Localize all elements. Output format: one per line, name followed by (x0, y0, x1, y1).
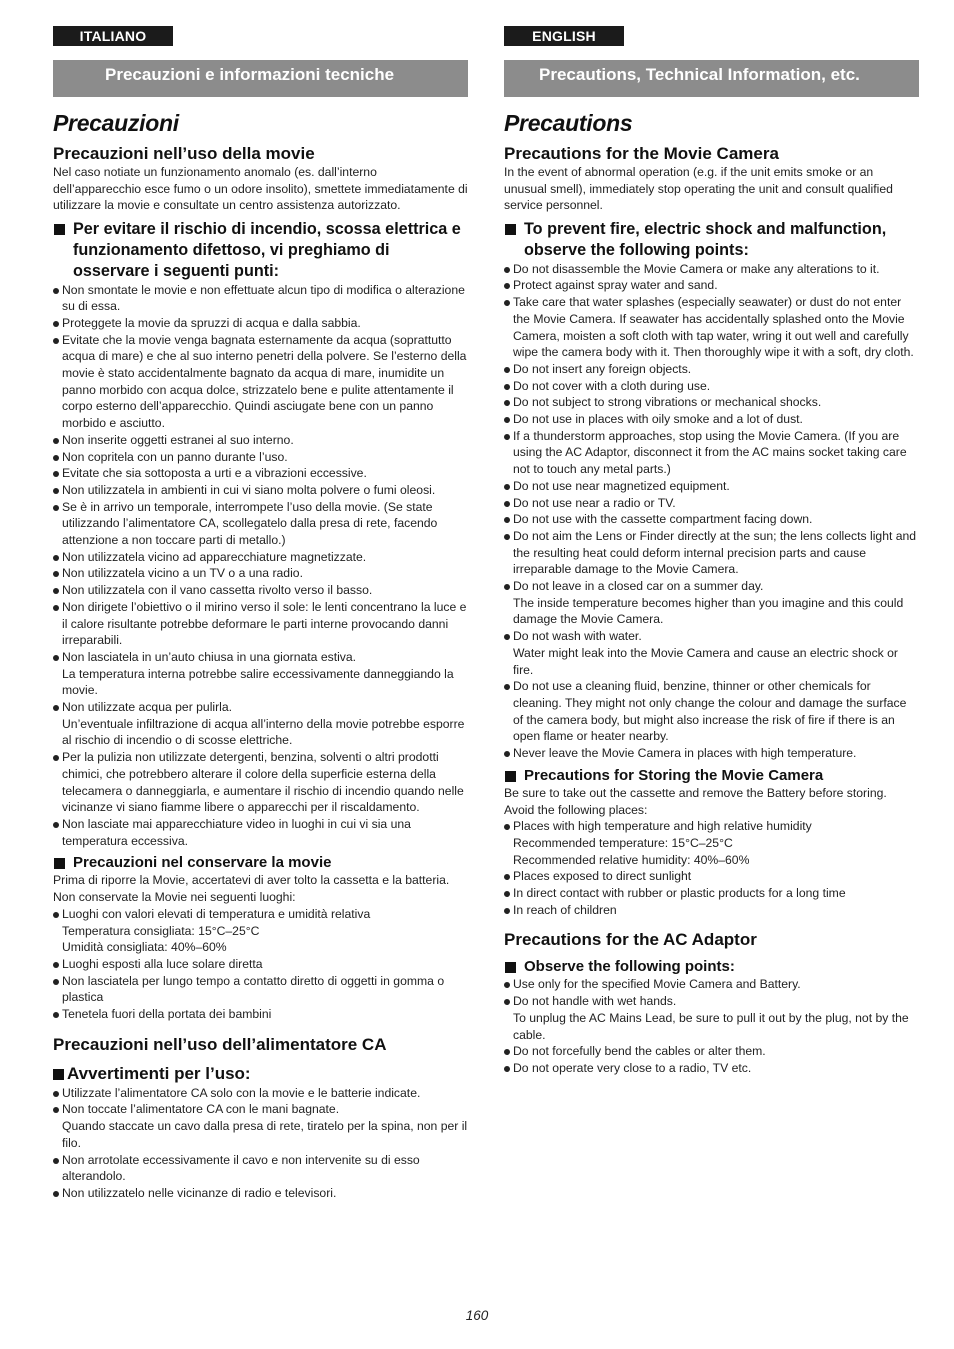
list-item: Non arrotolate eccessivamente il cavo e non intervenite su di esso alterandolo. (53, 1152, 468, 1185)
bullet-dot-icon (53, 338, 59, 344)
heading-use-precautions: Precautions for the Movie Camera (504, 144, 779, 163)
list-item: Do not handle with wet hands. To unplug the AC Mains Lead, be sure to pull it out by the plug, not by the cable. (504, 993, 919, 1043)
store-intro-text: Be sure to take out the cassette and remove the Battery before storing. (504, 785, 887, 800)
list-item: Luoghi con valori elevati di temperatura e umidità relativa Temperatura consigliata: 15°C–25°C Umidità consigliata: 40%–60% (53, 906, 468, 956)
list-item: Do not use a cleaning fluid, benzine, thinner or other chemicals for cleaning. They might not only change the colour and damage the surface of the camera body, but might also increase the risk of fire if there is an open flame or heater nearby. (504, 678, 919, 745)
bullet-dot-icon (504, 267, 510, 273)
list-item: Utilizzate l’alimentatore CA solo con la movie e le batterie indicate. (53, 1085, 468, 1102)
list-item: In direct contact with rubber or plastic products for a long time (504, 885, 919, 902)
bullet-dot-icon (53, 571, 59, 577)
bullet-dot-icon (504, 1049, 510, 1055)
list-item: In reach of children (504, 902, 919, 919)
bullet-dot-icon (53, 505, 59, 511)
bullet-dot-icon (53, 455, 59, 461)
bullet-dot-icon (53, 1012, 59, 1018)
heading-prevent-fire (53, 219, 468, 281)
bullet-dot-icon (53, 822, 59, 828)
heading-warnings: Avvertimenti per l’uso: (53, 1063, 468, 1085)
bullet-dot-icon (504, 400, 510, 406)
store-list (53, 906, 468, 1023)
language-tab-english: ENGLISH (504, 26, 624, 46)
list-item: Use only for the specified Movie Camera and Battery. (504, 976, 919, 993)
square-bullet-icon (54, 224, 65, 235)
prevent-list (504, 261, 919, 762)
bullet-dot-icon (53, 488, 59, 494)
bullet-dot-icon (504, 999, 510, 1005)
list-item: Do not insert any foreign objects. (504, 361, 919, 378)
bullet-dot-icon (504, 517, 510, 523)
ac-list (53, 1085, 468, 1202)
bullet-dot-icon (504, 634, 510, 640)
list-item: Do not subject to strong vibrations or mechanical shocks. (504, 394, 919, 411)
heading-prevent-fire-text: To prevent fire, electric shock and malfunction, observe the following points: (524, 220, 887, 259)
list-item: Se è in arrivo un temporale, interrompete l’uso della movie. (Se state utilizzando l’alimentatore CA, scollegatelo dalla presa di rete, facendo attenzione a non toccare parti di metallo.) (53, 499, 468, 549)
bullet-dot-icon (53, 962, 59, 968)
store-intro-text-2: Non conservate la Movie nei seguenti luoghi: (53, 890, 296, 905)
bullet-dot-icon (53, 1191, 59, 1197)
list-item: Non utilizzatela vicino ad apparecchiature magnetizzate. (53, 549, 468, 566)
bullet-dot-icon (504, 1066, 510, 1072)
bullet-dot-icon (504, 300, 510, 306)
bullet-dot-icon (504, 684, 510, 690)
list-item: Proteggete la movie da spruzzi di acqua e dalla sabbia. (53, 315, 468, 332)
column-english (504, 26, 919, 1077)
store-list (504, 818, 919, 918)
bullet-dot-icon (53, 588, 59, 594)
list-item: Do not use with the cassette compartment facing down. (504, 511, 919, 528)
square-bullet-icon (505, 771, 516, 782)
bullet-dot-icon (504, 824, 510, 830)
list-item-subtext: Un’eventuale infiltrazione di acqua all’interno della movie potrebbe esporre al rischio di incendio o di scosse elettriche. (62, 716, 465, 748)
bullet-dot-icon (53, 655, 59, 661)
list-item: Protect against spray water and sand. (504, 277, 919, 294)
bullet-dot-icon (53, 1091, 59, 1097)
list-item: Non utilizzatelo nelle vicinanze di radio e televisori. (53, 1185, 468, 1202)
bullet-dot-icon (504, 751, 510, 757)
bullet-dot-icon (504, 891, 510, 897)
list-item: Luoghi esposti alla luce solare diretta (53, 956, 468, 973)
section-banner: Precauzioni e informazioni tecniche (53, 60, 468, 97)
bullet-dot-icon (53, 1158, 59, 1164)
list-item: Non utilizzatela con il vano cassetta rivolto verso il basso. (53, 582, 468, 599)
list-item: Non dirigete l’obiettivo o il mirino verso il sole: le lenti concentrano la luce e il calore risultante potrebbe deformare le parti interne provocando danni irreparabili. (53, 599, 468, 649)
list-item: Non utilizzatela in ambienti in cui vi siano molta polvere o fumi oleosi. (53, 482, 468, 499)
use-intro-text: In the event of abnormal operation (e.g. if the unit emits smoke or an unusual smell), immediately stop operating the unit and consult qualified service personnel. (504, 165, 893, 213)
list-item: Do not disassemble the Movie Camera or make any alterations to it. (504, 261, 919, 278)
list-item: Tenetela fuori della portata dei bambini (53, 1006, 468, 1023)
list-item: Non utilizzatela vicino a un TV o a una radio. (53, 565, 468, 582)
heading-observe-points: Observe the following points: (504, 958, 919, 976)
list-item: Evitate che la movie venga bagnata esternamente da acqua (soprattutto acqua di mare) e che al suo interno penetri della polvere. Se l’esterno della movie è stato accidentalmente bagnato da acqua di mare, inumidite un panno morbido con acqua dolce, strizzatelo bene e pulite attentamente il corpo esterno dell’apparecchio. Quindi asciugate bene con un panno morbido e asciutto. (53, 332, 468, 432)
list-item: Non lasciatela per lungo tempo a contatto diretto di oggetti in gomma o plastica (53, 973, 468, 1006)
square-bullet-icon (53, 1069, 64, 1080)
heading-prevent-fire-text: Per evitare il rischio di incendio, scossa elettrica e funzionamento difettoso, vi preghiamo di osservare i seguenti punti: (73, 220, 461, 280)
bullet-dot-icon (53, 912, 59, 918)
column-italian (53, 26, 468, 1202)
heading-storing: Precauzioni nel conservare la movie (53, 854, 468, 872)
bullet-dot-icon (53, 979, 59, 985)
page-title: Precauzioni (53, 110, 179, 136)
ac-list (504, 976, 919, 1076)
bullet-dot-icon (504, 484, 510, 490)
bullet-dot-icon (504, 283, 510, 289)
list-item: Do not wash with water. Water might leak into the Movie Camera and cause an electric shock or fire. (504, 628, 919, 678)
list-item: Non lasciate mai apparecchiature video in luoghi in cui vi sia una temperatura eccessiva. (53, 816, 468, 849)
bullet-dot-icon (504, 434, 510, 440)
store-intro-text-2: Avoid the following places: (504, 802, 648, 817)
prevent-list (53, 282, 468, 850)
bullet-dot-icon (53, 705, 59, 711)
square-bullet-icon (505, 224, 516, 235)
heading-use-precautions: Precauzioni nell’uso della movie (53, 144, 315, 163)
list-item: Never leave the Movie Camera in places with high temperature. (504, 745, 919, 762)
bullet-dot-icon (53, 321, 59, 327)
bullet-dot-icon (53, 471, 59, 477)
list-item: Non lasciatela in un’auto chiusa in una giornata estiva. La temperatura interna potrebbe salire eccessivamente danneggiando la movie. (53, 649, 468, 699)
list-item: Do not forcefully bend the cables or alter them. (504, 1043, 919, 1060)
language-tab-italiano: ITALIANO (53, 26, 173, 46)
bullet-dot-icon (53, 438, 59, 444)
list-item: Non smontate le movie e non effettuate alcun tipo di modifica o alterazione su di essa. (53, 282, 468, 315)
page-number: 160 (465, 1308, 489, 1323)
list-item: Do not use near magnetized equipment. (504, 478, 919, 495)
bullet-dot-icon (504, 501, 510, 507)
list-item: Non toccate l’alimentatore CA con le mani bagnate. Quando staccate un cavo dalla presa di rete, tiratelo per la spina, non per il filo. (53, 1101, 468, 1151)
section-banner: Precautions, Technical Information, etc. (504, 60, 919, 97)
list-item-subtext: The inside temperature becomes higher than you imagine and this could damage the Movie Camera. (513, 595, 904, 627)
list-item-subtext: Water might leak into the Movie Camera and cause an electric shock or fire. (513, 645, 898, 677)
heading-prevent-fire (504, 219, 919, 261)
list-item: Do not operate very close to a radio, TV etc. (504, 1060, 919, 1077)
list-item: Non inserite oggetti estranei al suo interno. (53, 432, 468, 449)
bullet-dot-icon (504, 534, 510, 540)
bullet-dot-icon (53, 555, 59, 561)
list-item: Do not cover with a cloth during use. (504, 378, 919, 395)
list-item: Do not use in places with oily smoke and a lot of dust. (504, 411, 919, 428)
list-item: Do not use near a radio or TV. (504, 495, 919, 512)
bullet-dot-icon (504, 367, 510, 373)
store-intro-text: Prima di riporre la Movie, accertatevi di aver tolto la cassetta e la batteria. (53, 873, 450, 888)
list-item: Non copritela con un panno durante l’uso. (53, 449, 468, 466)
heading-storing: Precautions for Storing the Movie Camera (504, 767, 919, 785)
list-item: Per la pulizia non utilizzate detergenti, benzina, solventi o altri prodotti chimici, che potrebbero alterare il colore della superficie esterna della telecamera o danneggiarla, e aumentare il rischio di incendio quando nelle vicinanze vi siano fiamme libere o apparecchi per il riscaldamento. (53, 749, 468, 816)
bullet-dot-icon (53, 288, 59, 294)
list-item: Do not aim the Lens or Finder directly at the sun; the lens collects light and the resulting heat could deform internal precision parts and cause irreparable damage to the Movie Camera. (504, 528, 919, 578)
bullet-dot-icon (504, 908, 510, 914)
bullet-dot-icon (53, 605, 59, 611)
bullet-dot-icon (504, 982, 510, 988)
bullet-dot-icon (53, 1107, 59, 1113)
list-item: Places with high temperature and high relative humidity Recommended temperature: 15°C–25°C Recommended relative humidity: 40%–60% (504, 818, 919, 868)
bullet-dot-icon (504, 874, 510, 880)
heading-ac-adaptor: Precauzioni nell’uso dell’alimentatore CA (53, 1034, 387, 1054)
use-intro-text: Nel caso notiate un funzionamento anomalo (es. dall’interno dell’apparecchio esce fumo o un odore insolito), smettete immediatamente di utilizzare la movie e consultate un centro assistenza autorizzato. (53, 165, 468, 213)
bullet-dot-icon (504, 417, 510, 423)
list-item: Places exposed to direct sunlight (504, 868, 919, 885)
bullet-dot-icon (504, 384, 510, 390)
list-item: Non utilizzate acqua per pulirla. Un’eventuale infiltrazione di acqua all’interno della movie potrebbe esporre al rischio di incendio o di scosse elettriche. (53, 699, 468, 749)
square-bullet-icon (505, 962, 516, 973)
list-item: Do not leave in a closed car on a summer day. The inside temperature becomes higher than you imagine and this could damage the Movie Camera. (504, 578, 919, 628)
list-item: If a thunderstorm approaches, stop using the Movie Camera. (If you are using the AC Adaptor, disconnect it from the AC mains socket taking care not to touch any metal parts.) (504, 428, 919, 478)
square-bullet-icon (54, 858, 65, 869)
heading-ac-adaptor: Precautions for the AC Adaptor (504, 930, 757, 950)
list-item-subtext: La temperatura interna potrebbe salire eccessivamente danneggiando la movie. (62, 666, 454, 698)
list-item: Evitate che sia sottoposta a urti e a vibrazioni eccessive. (53, 465, 468, 482)
page-title: Precautions (504, 110, 633, 136)
bullet-dot-icon (504, 584, 510, 590)
list-item: Take care that water splashes (especially seawater) or dust do not enter the Movie Camera. If seawater has accidentally splashed onto the Movie Camera, moisten a soft cloth with tap water, wring it out well and carefully wipe the camera body with it. Then thoroughly wipe it with a soft, dry cloth. (504, 294, 919, 361)
bullet-dot-icon (53, 755, 59, 761)
